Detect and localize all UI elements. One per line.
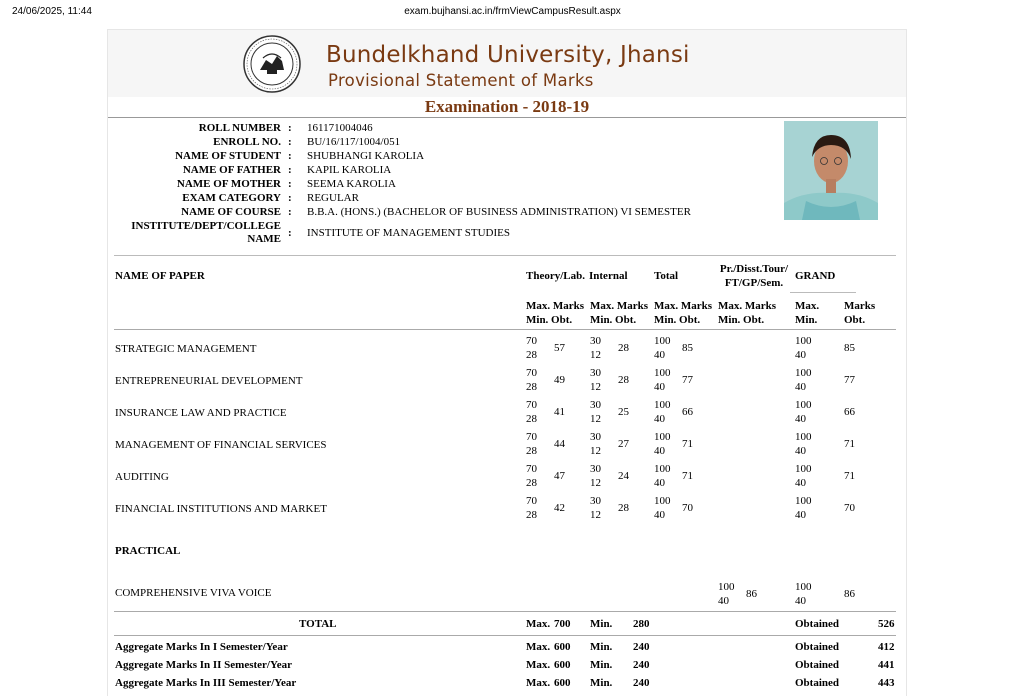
total-max-label: Max. (526, 618, 551, 630)
internal-obt: 28 (618, 502, 629, 514)
practical-obt: 86 (746, 588, 757, 600)
exam-title: Examination - 2018-19 (424, 97, 590, 116)
grand-max: Max. (795, 300, 820, 312)
aggregate-max-label: Max. (526, 659, 551, 671)
divider (108, 117, 906, 118)
total-min: 40 (654, 381, 665, 393)
grand-max: 100 (795, 367, 812, 379)
aggregate-obt-label: Obtained (795, 677, 840, 689)
theory-min: 28 (526, 477, 537, 489)
internal-min: 12 (590, 413, 601, 425)
aggregate-obt: 443 (878, 677, 895, 689)
course-name-label: NAME OF COURSE (181, 206, 281, 218)
total-max: 100 (654, 463, 671, 475)
paper-name: MANAGEMENT OF FINANCIAL SERVICES (115, 439, 327, 451)
col-grand: GRAND (795, 270, 836, 282)
total-min-label: Min. (590, 618, 613, 630)
col-total: Total (654, 270, 679, 282)
aggregate-min-label: Min. (590, 641, 613, 653)
total-obt: 66 (682, 406, 693, 418)
total-max: 700 (554, 618, 571, 630)
total-min: 40 (654, 445, 665, 457)
internal-obt: 25 (618, 406, 629, 418)
theory-obt: 49 (554, 374, 565, 386)
aggregate-max-label: Max. (526, 641, 551, 653)
col-internal: Internal (589, 270, 628, 282)
divider (114, 255, 896, 256)
total-label: TOTAL (299, 618, 337, 630)
course-name-value: B.B.A. (HONS.) (BACHELOR OF BUSINESS ADMINISTRATION) VI SEMESTER (307, 206, 691, 218)
grand-marks: Marks (844, 300, 876, 312)
institute-label: INSTITUTE/DEPT/COLLEGE NAME (131, 220, 281, 245)
theory-min: 28 (526, 509, 537, 521)
total-max: 100 (654, 367, 671, 379)
divider (114, 329, 896, 330)
col-theory: Theory/Lab. (526, 270, 585, 282)
internal-obt: 28 (618, 342, 629, 354)
institute-value: INSTITUTE OF MANAGEMENT STUDIES (307, 227, 510, 239)
aggregate-max-label: Max. (526, 677, 551, 689)
grand-min: 40 (795, 445, 806, 457)
internal-max: 30 (590, 431, 601, 443)
student-photo (784, 121, 878, 220)
aggregate-max: 600 (554, 641, 571, 653)
grand-max: 100 (795, 463, 812, 475)
paper-name: FINANCIAL INSTITUTIONS AND MARKET (115, 503, 327, 515)
theory-min: 28 (526, 445, 537, 457)
aggregate-max: 600 (554, 677, 571, 689)
internal-max: 30 (590, 367, 601, 379)
practical-grand-max: 100 (795, 581, 812, 593)
grand-max: 100 (795, 399, 812, 411)
grand-min: 40 (795, 349, 806, 361)
grand-min: 40 (795, 413, 806, 425)
father-name-label: NAME OF FATHER (182, 164, 281, 176)
total-max: 100 (654, 399, 671, 411)
practical-heading: PRACTICAL (115, 545, 181, 557)
internal-min: 12 (590, 477, 601, 489)
colon: : (288, 136, 292, 148)
university-banner (108, 30, 906, 97)
theory-max: 70 (526, 367, 537, 379)
theory-obt: 41 (554, 406, 565, 418)
total-min: 40 (654, 413, 665, 425)
divider (790, 292, 856, 293)
colon: : (288, 192, 292, 204)
grand-min: 40 (795, 509, 806, 521)
internal-min: 12 (590, 381, 601, 393)
grand-obt: 71 (844, 470, 855, 482)
practical-max: 100 (718, 581, 735, 593)
total-obt: 71 (682, 470, 693, 482)
grand-min: 40 (795, 477, 806, 489)
aggregate-min: 240 (633, 641, 650, 653)
theory-min: 28 (526, 381, 537, 393)
theory-max: 70 (526, 463, 537, 475)
grand-obt: 70 (844, 502, 855, 514)
aggregate-obt-label: Obtained (795, 641, 840, 653)
university-name: Bundelkhand University, Jhansi (326, 42, 690, 68)
internal-max: 30 (590, 335, 601, 347)
grand-max: 100 (795, 495, 812, 507)
col-practical: Pr./Disst.Tour/ FT/GP/Sem. (719, 263, 789, 289)
mother-name-label: NAME OF MOTHER (176, 178, 281, 190)
aggregate-min: 240 (633, 659, 650, 671)
enroll-no-value: BU/16/117/1004/051 (307, 136, 401, 148)
col-paper-name: NAME OF PAPER (115, 270, 205, 282)
theory-max: 70 (526, 399, 537, 411)
roll-number-value: 161171004046 (307, 122, 373, 134)
aggregate-min-label: Min. (590, 659, 613, 671)
print-header (0, 6, 1025, 20)
university-seal-icon (230, 34, 314, 94)
colon: : (288, 150, 292, 162)
theory-obt: 57 (554, 342, 565, 354)
total-min: 280 (633, 618, 650, 630)
theory-max: 70 (526, 431, 537, 443)
paper-name: STRATEGIC MANAGEMENT (115, 343, 257, 355)
grand-min: Min. (795, 314, 818, 326)
practical-min: 40 (718, 595, 729, 607)
total-min-obt: Min. Obt. (654, 314, 701, 326)
paper-name: ENTREPRENEURIAL DEVELOPMENT (115, 375, 303, 387)
grand-obt: 77 (844, 374, 855, 386)
total-min: 40 (654, 509, 665, 521)
practical-paper-name: COMPREHENSIVE VIVA VOICE (115, 587, 272, 599)
colon: : (288, 178, 292, 190)
aggregate-min: 240 (633, 677, 650, 689)
internal-obt: 24 (618, 470, 629, 482)
internal-min: 12 (590, 445, 601, 457)
exam-category-label: EXAM CATEGORY (182, 192, 281, 204)
divider (114, 635, 896, 636)
roll-number-label: ROLL NUMBER (198, 122, 281, 134)
theory-min: 28 (526, 413, 537, 425)
total-obt: 70 (682, 502, 693, 514)
internal-min-obt: Min. Obt. (590, 314, 637, 326)
student-photo-icon (784, 121, 878, 220)
father-name-value: KAPIL KAROLIA (307, 164, 392, 176)
colon: : (288, 227, 292, 239)
theory-obt: 44 (554, 438, 565, 450)
practical-min-obt: Min. Obt. (718, 314, 765, 326)
internal-obt: 28 (618, 374, 629, 386)
total-min: 40 (654, 477, 665, 489)
theory-max-marks: Max. Marks (526, 300, 585, 312)
aggregate-min-label: Min. (590, 677, 613, 689)
theory-max: 70 (526, 495, 537, 507)
total-max: 100 (654, 431, 671, 443)
colon: : (288, 122, 292, 134)
practical-max-marks: Max. Marks (718, 300, 777, 312)
aggregate-label: Aggregate Marks In III Semester/Year (115, 677, 297, 689)
student-name-label: NAME OF STUDENT (175, 150, 281, 162)
internal-min: 12 (590, 509, 601, 521)
grand-obt: Obt. (844, 314, 866, 326)
total-obt: 71 (682, 438, 693, 450)
grand-obt: 71 (844, 438, 855, 450)
grand-max: 100 (795, 335, 812, 347)
aggregate-max: 600 (554, 659, 571, 671)
total-max: 100 (654, 335, 671, 347)
total-max-marks: Max. Marks (654, 300, 713, 312)
practical-grand-min: 40 (795, 595, 806, 607)
total-min: 40 (654, 349, 665, 361)
colon: : (288, 164, 292, 176)
practical-grand-obt: 86 (844, 588, 855, 600)
grand-obt: 85 (844, 342, 855, 354)
theory-min-obt: Min. Obt. (526, 314, 573, 326)
grand-min: 40 (795, 381, 806, 393)
aggregate-obt-label: Obtained (795, 659, 840, 671)
total-obt-label: Obtained (795, 618, 840, 630)
theory-min: 28 (526, 349, 537, 361)
student-name-value: SHUBHANGI KAROLIA (307, 150, 425, 162)
divider (114, 611, 896, 612)
aggregate-obt: 441 (878, 659, 895, 671)
theory-obt: 47 (554, 470, 565, 482)
total-max: 100 (654, 495, 671, 507)
internal-min: 12 (590, 349, 601, 361)
enroll-no-label: ENROLL NO. (213, 136, 281, 148)
internal-max: 30 (590, 399, 601, 411)
exam-category-value: REGULAR (307, 192, 359, 204)
paper-name: INSURANCE LAW AND PRACTICE (115, 407, 287, 419)
internal-max-marks: Max. Marks (590, 300, 649, 312)
paper-name: AUDITING (115, 471, 169, 483)
grand-max: 100 (795, 431, 812, 443)
mother-name-value: SEEMA KAROLIA (307, 178, 396, 190)
print-datetime: 24/06/2025, 11:44 (12, 6, 92, 17)
aggregate-obt: 412 (878, 641, 895, 653)
marks-sheet (107, 29, 907, 696)
internal-max: 30 (590, 463, 601, 475)
print-url: exam.bujhansi.ac.in/frmViewCampusResult.aspx (404, 6, 621, 17)
total-obt: 85 (682, 342, 693, 354)
colon: : (288, 206, 292, 218)
theory-max: 70 (526, 335, 537, 347)
internal-max: 30 (590, 495, 601, 507)
aggregate-label: Aggregate Marks In I Semester/Year (115, 641, 288, 653)
total-obt: 77 (682, 374, 693, 386)
total-obt: 526 (878, 618, 895, 630)
theory-obt: 42 (554, 502, 565, 514)
statement-subtitle: Provisional Statement of Marks (328, 71, 594, 90)
aggregate-label: Aggregate Marks In II Semester/Year (115, 659, 292, 671)
internal-obt: 27 (618, 438, 629, 450)
grand-obt: 66 (844, 406, 855, 418)
